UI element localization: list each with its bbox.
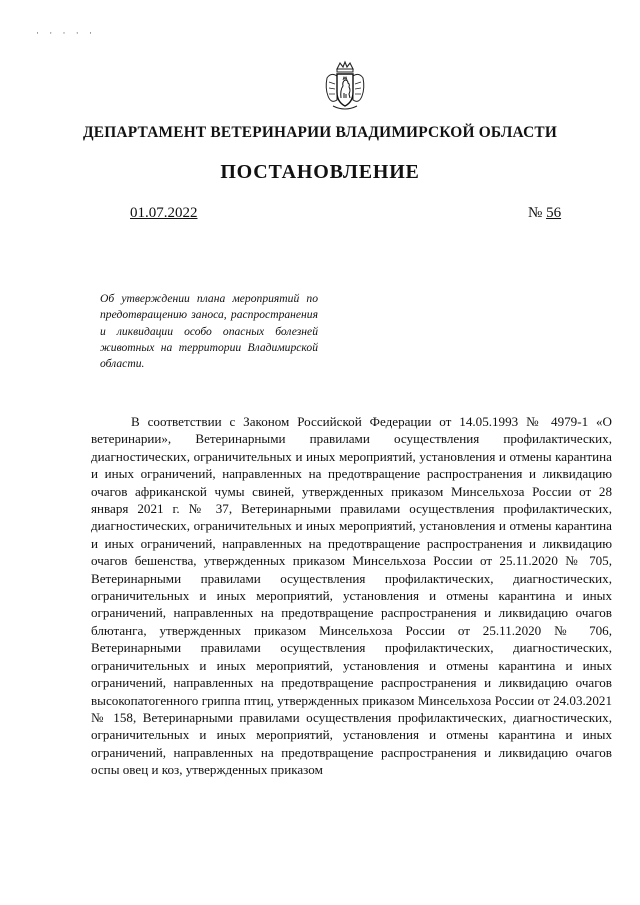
document-type-title: ПОСТАНОВЛЕНИЕ: [220, 161, 420, 183]
department-title: ДЕПАРТАМЕНТ ВЕТЕРИНАРИИ ВЛАДИМИРСКОЙ ОБЛАСТИ: [82, 124, 558, 141]
number-sign: №: [528, 205, 543, 221]
body-paragraph: В соответствии с Законом Российской Федерации от 14.05.1993 № 4979-1 «О ветеринарии», Ветеринарными правилами осуществления профилактических, диагностических, ограничительных и иных мероприятий, установления и отмены карантина и иных ограничений, направленных на предотвращение распространения и ликвидацию очагов африканской чумы свиней, утвержденных приказом Минсельхоза России от 28 января 2021 г. № 37, Ветеринарными правилами осуществления профилактических, диагностических, ограничительных и иных мероприятий, установления и отмены карантина и иных ограничений, направленных на предотвращение распространения и ликвидацию очагов бешенства, утвержденных приказом Минсельхоза России от 25.11.2020 № 705, Ветеринарными правилами осуществления профилактических, диагностических, ограничительных и иных мероприятий, установления и отмены карантина и иных ограничений, направленных на предотвращение распространения и ликвидацию очагов блютанга, утвержденных приказом Минсельхоза России от 25.11.2020 № 706, Ветеринарными правилами осуществления профилактических, диагностических, ограничительных и иных мероприятий, установления и отмены карантина и иных ограничений, направленных на предотвращение распространения и ликвидацию очагов высокопатогенного гриппа птиц, утвержденных приказом Минсельхоза России от 24.03.2021 № 158, Ветеринарными правилами осуществления профилактических, диагностических, ограничительных и иных мероприятий, установления и отмены карантина и иных ограничений, направленных на предотвращение распространения и ликвидацию очагов оспы овец и коз, утвержденных приказом: [91, 414, 612, 778]
document-subject: Об утверждении плана мероприятий по предотвращению заноса, распространения и ликвидации особо опасных болезней животных на территории Владимирской области.: [100, 292, 318, 371]
scan-artifact: · · · · ·: [36, 28, 96, 38]
document-date: 01.07.2022: [130, 205, 198, 221]
coat-of-arms-icon: [323, 60, 367, 112]
number-value: 56: [546, 205, 562, 221]
document-number: [528, 205, 561, 222]
